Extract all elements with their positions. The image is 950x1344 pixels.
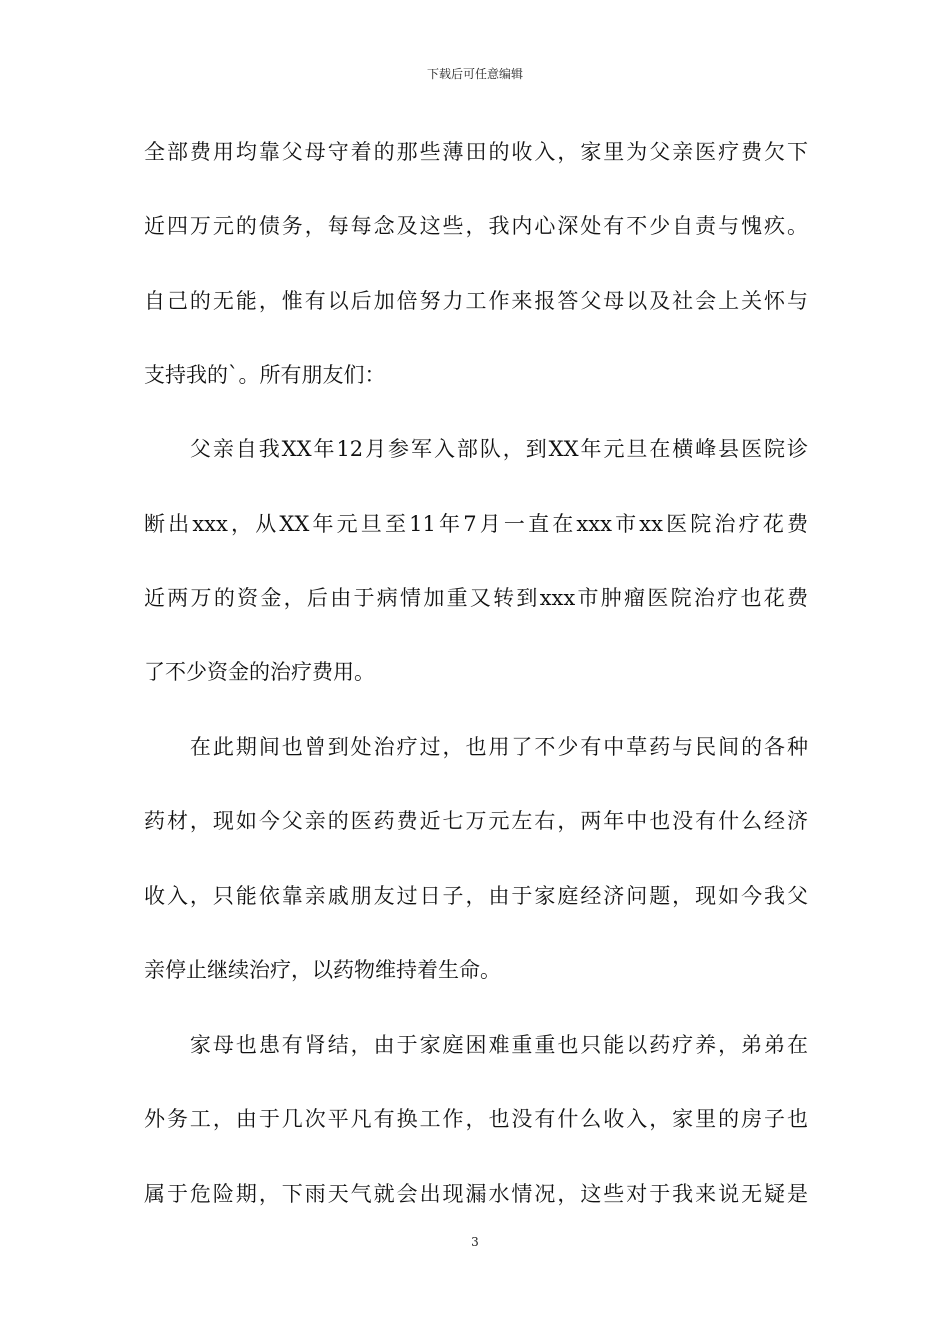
text-line: 在此期间也曾到处治疗过，也用了不少有中草药与民间的各种 xyxy=(144,735,808,759)
text-line: 断出xxx，从XX年元旦至11年7月一直在xxx市xx医院治疗花费 xyxy=(144,512,808,536)
page-header: 下载后可任意编辑 xyxy=(426,67,523,81)
text-line: 父亲自我XX年12月参军入部队，到XX年元旦在横峰县医院诊 xyxy=(144,437,808,461)
text-line: 支持我的`。所有朋友们： xyxy=(144,363,386,387)
text-line: 近两万的资金，后由于病情加重又转到xxx市肿瘤医院治疗也花费 xyxy=(144,586,808,610)
text-line: 了不少资金的治疗费用。 xyxy=(144,660,375,684)
text-line: 全部费用均靠父母守着的那些薄田的收入，家里为父亲医疗费欠下 xyxy=(144,140,808,164)
text-line: 收入，只能依靠亲戚朋友过日子，由于家庭经济问题，现如今我父 xyxy=(144,884,808,908)
text-line: 药材，现如今父亲的医药费近七万元左右，两年中也没有什么经济 xyxy=(144,809,808,833)
text-line: 属于危险期，下雨天气就会出现漏水情况，这些对于我来说无疑是 xyxy=(144,1182,808,1206)
text-line: 家母也患有肾结，由于家庭困难重重也只能以药疗养，弟弟在 xyxy=(144,1033,808,1057)
text-line: 外务工，由于几次平凡有换工作，也没有什么收入，家里的房子也 xyxy=(144,1107,808,1131)
text-line: 近四万元的债务，每每念及这些，我内心深处有不少自责与愧疚。 xyxy=(144,214,808,238)
text-line: 亲停止继续治疗，以药物维持着生命。 xyxy=(144,958,501,982)
page-number: 3 xyxy=(471,1235,479,1249)
text-line: 自己的无能，惟有以后加倍努力工作来报答父母以及社会上关怀与 xyxy=(144,289,808,313)
